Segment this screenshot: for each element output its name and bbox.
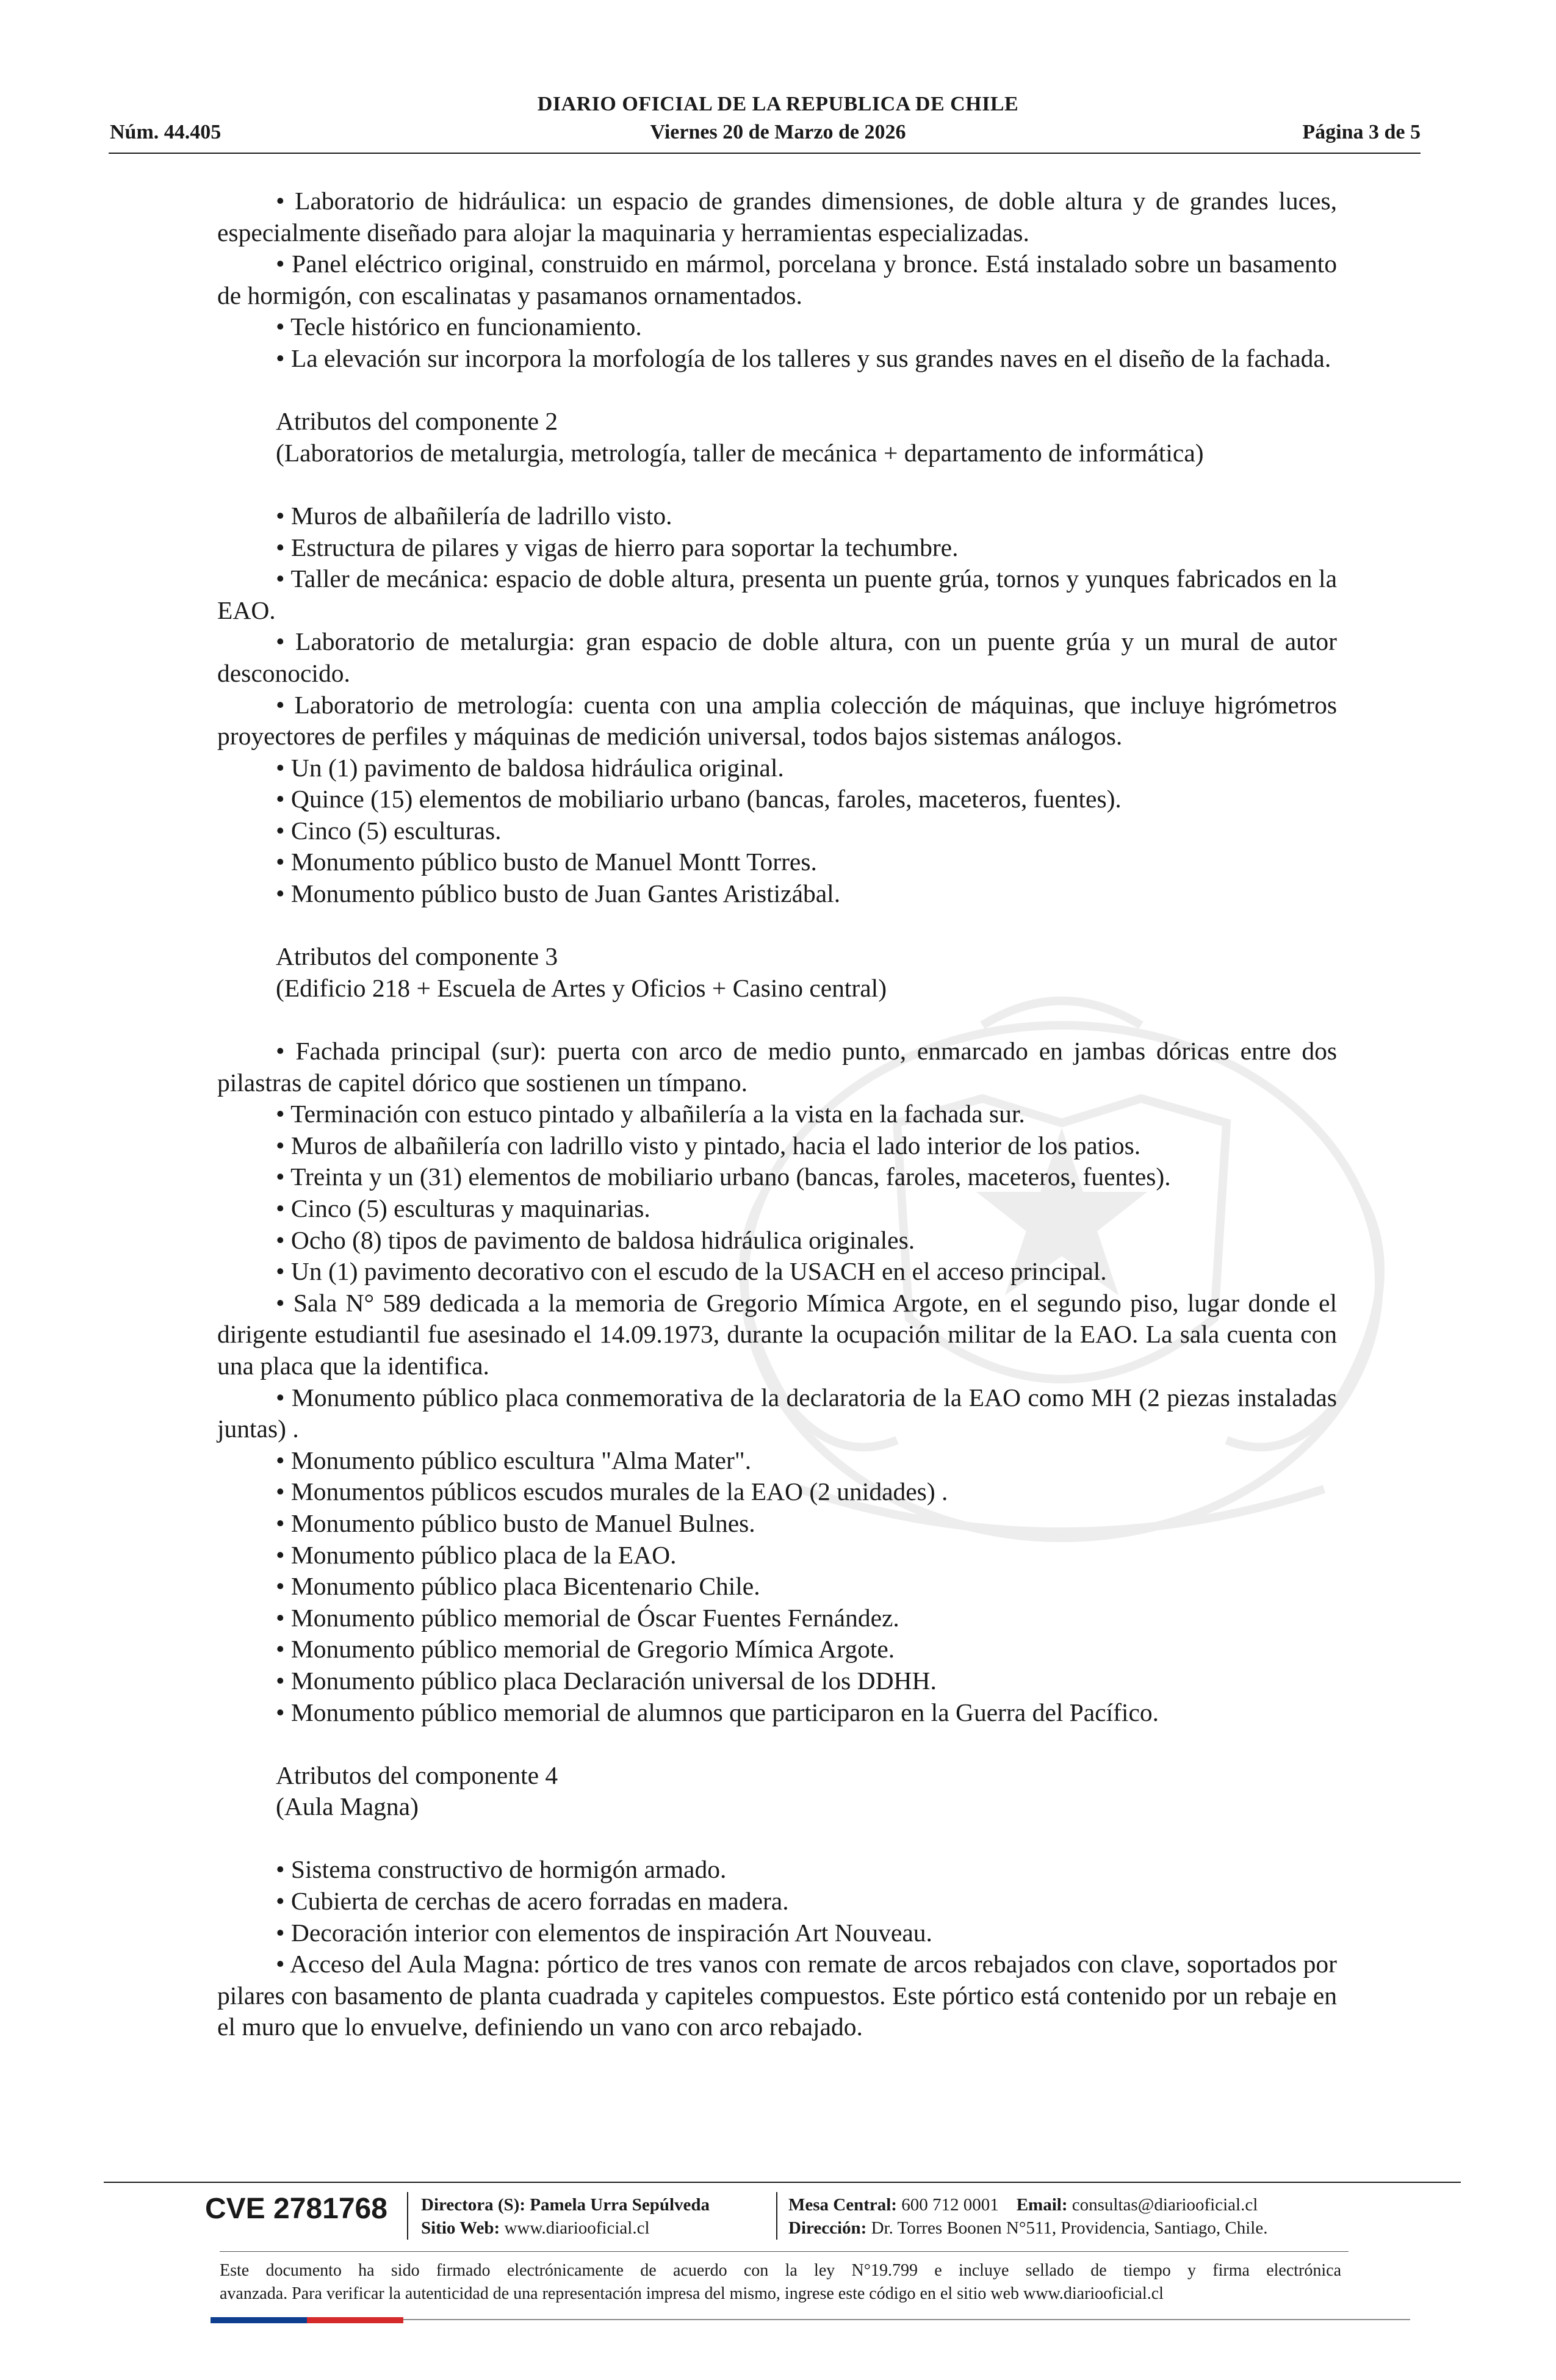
page-indicator: Página 3 de 5 bbox=[1302, 121, 1421, 143]
email-link[interactable]: consultas@diariooficial.cl bbox=[1072, 2195, 1258, 2215]
list-item: • Monumento público memorial de Gregorio Mímica Argote. bbox=[276, 1635, 895, 1664]
list-item: • Monumento público memorial de Óscar Fuentes Fernández. bbox=[276, 1603, 899, 1632]
footer-bottom-line bbox=[403, 2319, 1410, 2320]
flag-stripe-red bbox=[307, 2317, 403, 2323]
list-item: • Monumento público busto de Manuel Montt Torres. bbox=[276, 848, 817, 876]
section-heading: Atributos del componente 4 bbox=[276, 1761, 558, 1789]
list-item: • Muros de albañilería con ladrillo visto y pintado, hacia el lado interior de los patios. bbox=[276, 1131, 1141, 1159]
list-item: • Un (1) pavimento decorativo con el escudo de la USACH en el acceso principal. bbox=[276, 1257, 1107, 1286]
list-item: • Taller de mecánica: espacio de doble altura, presenta un puente grúa, tornos y yunques fabricados en la EAO. bbox=[217, 564, 1337, 624]
section-heading: Atributos del componente 2 bbox=[276, 407, 558, 436]
footer-divider bbox=[104, 2182, 1461, 2183]
list-item: • Tecle histórico en funcionamiento. bbox=[276, 312, 642, 341]
newspaper-title: DIARIO OFICIAL DE LA REPUBLICA DE CHILE bbox=[537, 93, 1019, 115]
phone-label: Mesa Central: bbox=[788, 2195, 897, 2215]
list-item: • Monumento público busto de Manuel Bulnes. bbox=[276, 1509, 755, 1537]
email-label: Email: bbox=[1016, 2195, 1068, 2215]
list-item: • Acceso del Aula Magna: pórtico de tres vanos con remate de arcos rebajados con clave, soportados por pilares con basamento de planta cuadrada y capiteles compuestos. Este pórtico está contenido por un rebaje en el muro que lo envuelve, definiendo un vano con arco rebajado. bbox=[217, 1950, 1337, 2041]
list-item: • Laboratorio de hidráulica: un espacio de grandes dimensiones, de doble altura y de grandes luces, especialmente diseñado para alojar la maquinaria y herramientas especializadas. bbox=[217, 187, 1337, 247]
list-item: • Sistema constructivo de hormigón armado. bbox=[276, 1855, 727, 1884]
list-item: • Monumento público placa Declaración universal de los DDHH. bbox=[276, 1666, 937, 1695]
legal-notice bbox=[220, 2259, 1341, 2306]
phone-value: 600 712 0001 bbox=[901, 2195, 999, 2215]
list-item: • Monumento público escultura "Alma Mater". bbox=[276, 1446, 752, 1474]
legal-line: avanzada. Para verificar la autenticidad de una representación impresa del mismo, ingrese este código en el sitio web www.diariooficial.cl bbox=[220, 2284, 1164, 2303]
flag-stripe-blue bbox=[211, 2317, 307, 2323]
list-item: • Muros de albañilería de ladrillo visto. bbox=[276, 501, 672, 530]
footer-separator bbox=[407, 2192, 408, 2240]
director-name: Pamela Urra Sepúlveda bbox=[530, 2195, 710, 2215]
list-item: • Monumento público placa Bicentenario Chile. bbox=[276, 1572, 760, 1601]
list-item: • Monumento público placa de la EAO. bbox=[276, 1540, 677, 1569]
list-item: • Sala N° 589 dedicada a la memoria de Gregorio Mímica Argote, en el segundo piso, lugar donde el dirigente estudiantil fue asesinado el 14.09.1973, durante la ocupación militar de la EAO. La sala cuenta con una placa que la identifica. bbox=[217, 1288, 1337, 1380]
legal-line: Este documento ha sido firmado electrónicamente de acuerdo con la ley N°19.799 e incluye sellado de tiempo y firma electrónica bbox=[220, 2261, 1341, 2280]
list-item: • Decoración interior con elementos de inspiración Art Nouveau. bbox=[276, 1918, 932, 1947]
cve-code: CVE 2781768 bbox=[205, 2193, 387, 2225]
list-item: • Cubierta de cerchas de acero forradas en madera. bbox=[276, 1887, 789, 1916]
issue-date: Viernes 20 de Marzo de 2026 bbox=[650, 121, 906, 143]
list-item: • Laboratorio de metrología: cuenta con una amplia colección de máquinas, que incluye higrómetros proyectores de perfiles y máquinas de medición universal, todos bajos sistemas análogos. bbox=[217, 690, 1337, 751]
document-body bbox=[217, 186, 1337, 2043]
list-item: • Cinco (5) esculturas. bbox=[276, 816, 502, 845]
section-subheading: (Aula Magna) bbox=[276, 1792, 419, 1821]
list-item: • Ocho (8) tipos de pavimento de baldosa hidráulica originales. bbox=[276, 1225, 915, 1254]
footer-thin-divider bbox=[220, 2251, 1349, 2252]
list-item: • Fachada principal (sur): puerta con arco de medio punto, enmarcado en jambas dóricas entre dos pilastras de capitel dórico que sostienen un tímpano. bbox=[217, 1037, 1337, 1097]
list-item: • Estructura de pilares y vigas de hierro para soportar la techumbre. bbox=[276, 533, 959, 561]
footer-separator bbox=[776, 2192, 777, 2240]
section-subheading: (Edificio 218 + Escuela de Artes y Oficios + Casino central) bbox=[276, 973, 887, 1002]
list-item: • Terminación con estuco pintado y albañilería a la vista en la fachada sur. bbox=[276, 1100, 1025, 1128]
web-link[interactable]: www.diariooficial.cl bbox=[504, 2218, 650, 2238]
list-item: • Monumento público busto de Juan Gantes Aristizábal. bbox=[276, 879, 841, 908]
header-divider bbox=[109, 153, 1421, 154]
footer-director-block bbox=[421, 2193, 710, 2240]
list-item: • Panel eléctrico original, construido en mármol, porcelana y bronce. Está instalado sobre un basamento de hormigón, con escalinatas y pasamanos ornamentados. bbox=[217, 250, 1337, 309]
list-item: • Treinta y un (31) elementos de mobiliario urbano (bancas, faroles, maceteros, fuentes). bbox=[276, 1163, 1171, 1191]
director-label: Directora (S): bbox=[421, 2195, 525, 2215]
section-heading: Atributos del componente 3 bbox=[276, 942, 558, 971]
web-label: Sitio Web: bbox=[421, 2218, 500, 2238]
section-subheading: (Laboratorios de metalurgia, metrología, taller de mecánica + departamento de informática) bbox=[276, 438, 1204, 467]
address-value: Dr. Torres Boonen N°511, Providencia, Santiago, Chile. bbox=[871, 2218, 1268, 2238]
list-item: • Monumento público placa conmemorativa de la declaratoria de la EAO como MH (2 piezas instaladas juntas) . bbox=[217, 1383, 1337, 1443]
issue-number: Núm. 44.405 bbox=[110, 121, 222, 143]
address-label: Dirección: bbox=[788, 2218, 867, 2238]
list-item: • Un (1) pavimento de baldosa hidráulica original. bbox=[276, 753, 784, 782]
list-item: • La elevación sur incorpora la morfología de los talleres y sus grandes naves en el diseño de la fachada. bbox=[276, 344, 1331, 372]
list-item: • Cinco (5) esculturas y maquinarias. bbox=[276, 1194, 650, 1222]
list-item: • Monumentos públicos escudos murales de la EAO (2 unidades) . bbox=[276, 1477, 948, 1506]
list-item: • Laboratorio de metalurgia: gran espacio de doble altura, con un puente grúa y un mural de autor desconocido. bbox=[217, 627, 1337, 687]
list-item: • Quince (15) elementos de mobiliario urbano (bancas, faroles, maceteros, fuentes). bbox=[276, 785, 1122, 813]
list-item: • Monumento público memorial de alumnos que participaron en la Guerra del Pacífico. bbox=[276, 1698, 1159, 1726]
footer-contact-block bbox=[788, 2193, 1267, 2240]
